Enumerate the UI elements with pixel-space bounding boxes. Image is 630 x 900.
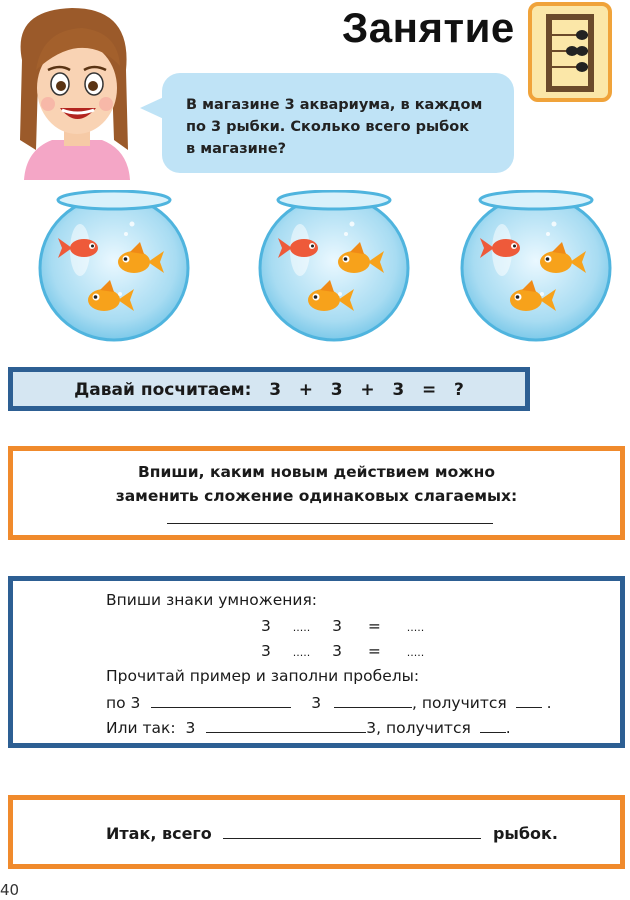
or-prefix: Или так: 3 xyxy=(106,719,196,737)
girl-illustration xyxy=(2,0,150,180)
po-suffix: , получится xyxy=(412,694,507,712)
fill-line-po xyxy=(106,692,552,712)
or-blank-2[interactable] xyxy=(480,717,506,733)
multiplication-box xyxy=(8,576,625,748)
row2-operand-a: 3 xyxy=(261,642,271,660)
count-expression xyxy=(13,380,525,400)
multiply-row-2 xyxy=(261,642,424,660)
replace-line-1: Впиши, каким новым действием можно xyxy=(137,463,496,481)
multiply-instruction: Впиши знаки умножения: xyxy=(106,591,317,609)
or-end: . xyxy=(505,719,511,737)
row1-sign-blank[interactable]: ..... xyxy=(292,621,311,634)
count-text: Давай посчитаем: 3 + 3 + 3 = ? xyxy=(74,380,464,400)
row2-sign-blank[interactable]: ..... xyxy=(292,646,311,659)
row2-result-blank[interactable]: ..... xyxy=(406,646,425,659)
fish-bowls-illustration xyxy=(0,190,630,360)
page-number: 40 xyxy=(0,881,20,899)
speech-line-3: в магазине? xyxy=(186,141,287,157)
abacus-icon xyxy=(528,2,612,102)
multiply-row-1 xyxy=(261,617,424,635)
total-prefix: Итак, всего xyxy=(106,824,212,843)
speech-line-1: В магазине 3 аквариума, в каждом xyxy=(186,97,483,113)
page-title: Занятие xyxy=(342,4,515,51)
total-box xyxy=(8,795,625,869)
speech-bubble-text xyxy=(186,94,506,160)
count-box xyxy=(8,367,530,411)
po-blank-2[interactable] xyxy=(334,692,412,708)
po-prefix: по 3 xyxy=(106,694,141,712)
po-blank-3[interactable] xyxy=(516,692,542,708)
speech-line-2: по 3 рыбки. Сколько всего рыбок xyxy=(186,119,470,135)
or-blank-1[interactable] xyxy=(206,717,366,733)
fill-line-or xyxy=(106,717,511,737)
total-blank[interactable] xyxy=(223,823,481,839)
speech-bubble xyxy=(162,73,514,173)
replace-operation-box xyxy=(8,446,625,540)
po-blank-1[interactable] xyxy=(151,692,291,708)
replace-line-2: заменить сложение одинаковых слагаемых: xyxy=(115,487,518,505)
row2-operand-b: 3 xyxy=(332,642,342,660)
row1-operand-b: 3 xyxy=(332,617,342,635)
row1-operand-a: 3 xyxy=(261,617,271,635)
row1-equals: = xyxy=(367,617,381,635)
or-suffix: 3, получится xyxy=(366,719,471,737)
row2-equals: = xyxy=(367,642,381,660)
po-middle: 3 xyxy=(311,694,322,712)
total-suffix: рыбок. xyxy=(492,824,558,843)
total-line xyxy=(106,823,558,843)
po-end: . xyxy=(546,694,552,712)
row1-result-blank[interactable]: ..... xyxy=(406,621,425,634)
read-instruction: Прочитай пример и заполни пробелы: xyxy=(106,667,420,685)
answer-blank-operation[interactable] xyxy=(167,523,493,524)
